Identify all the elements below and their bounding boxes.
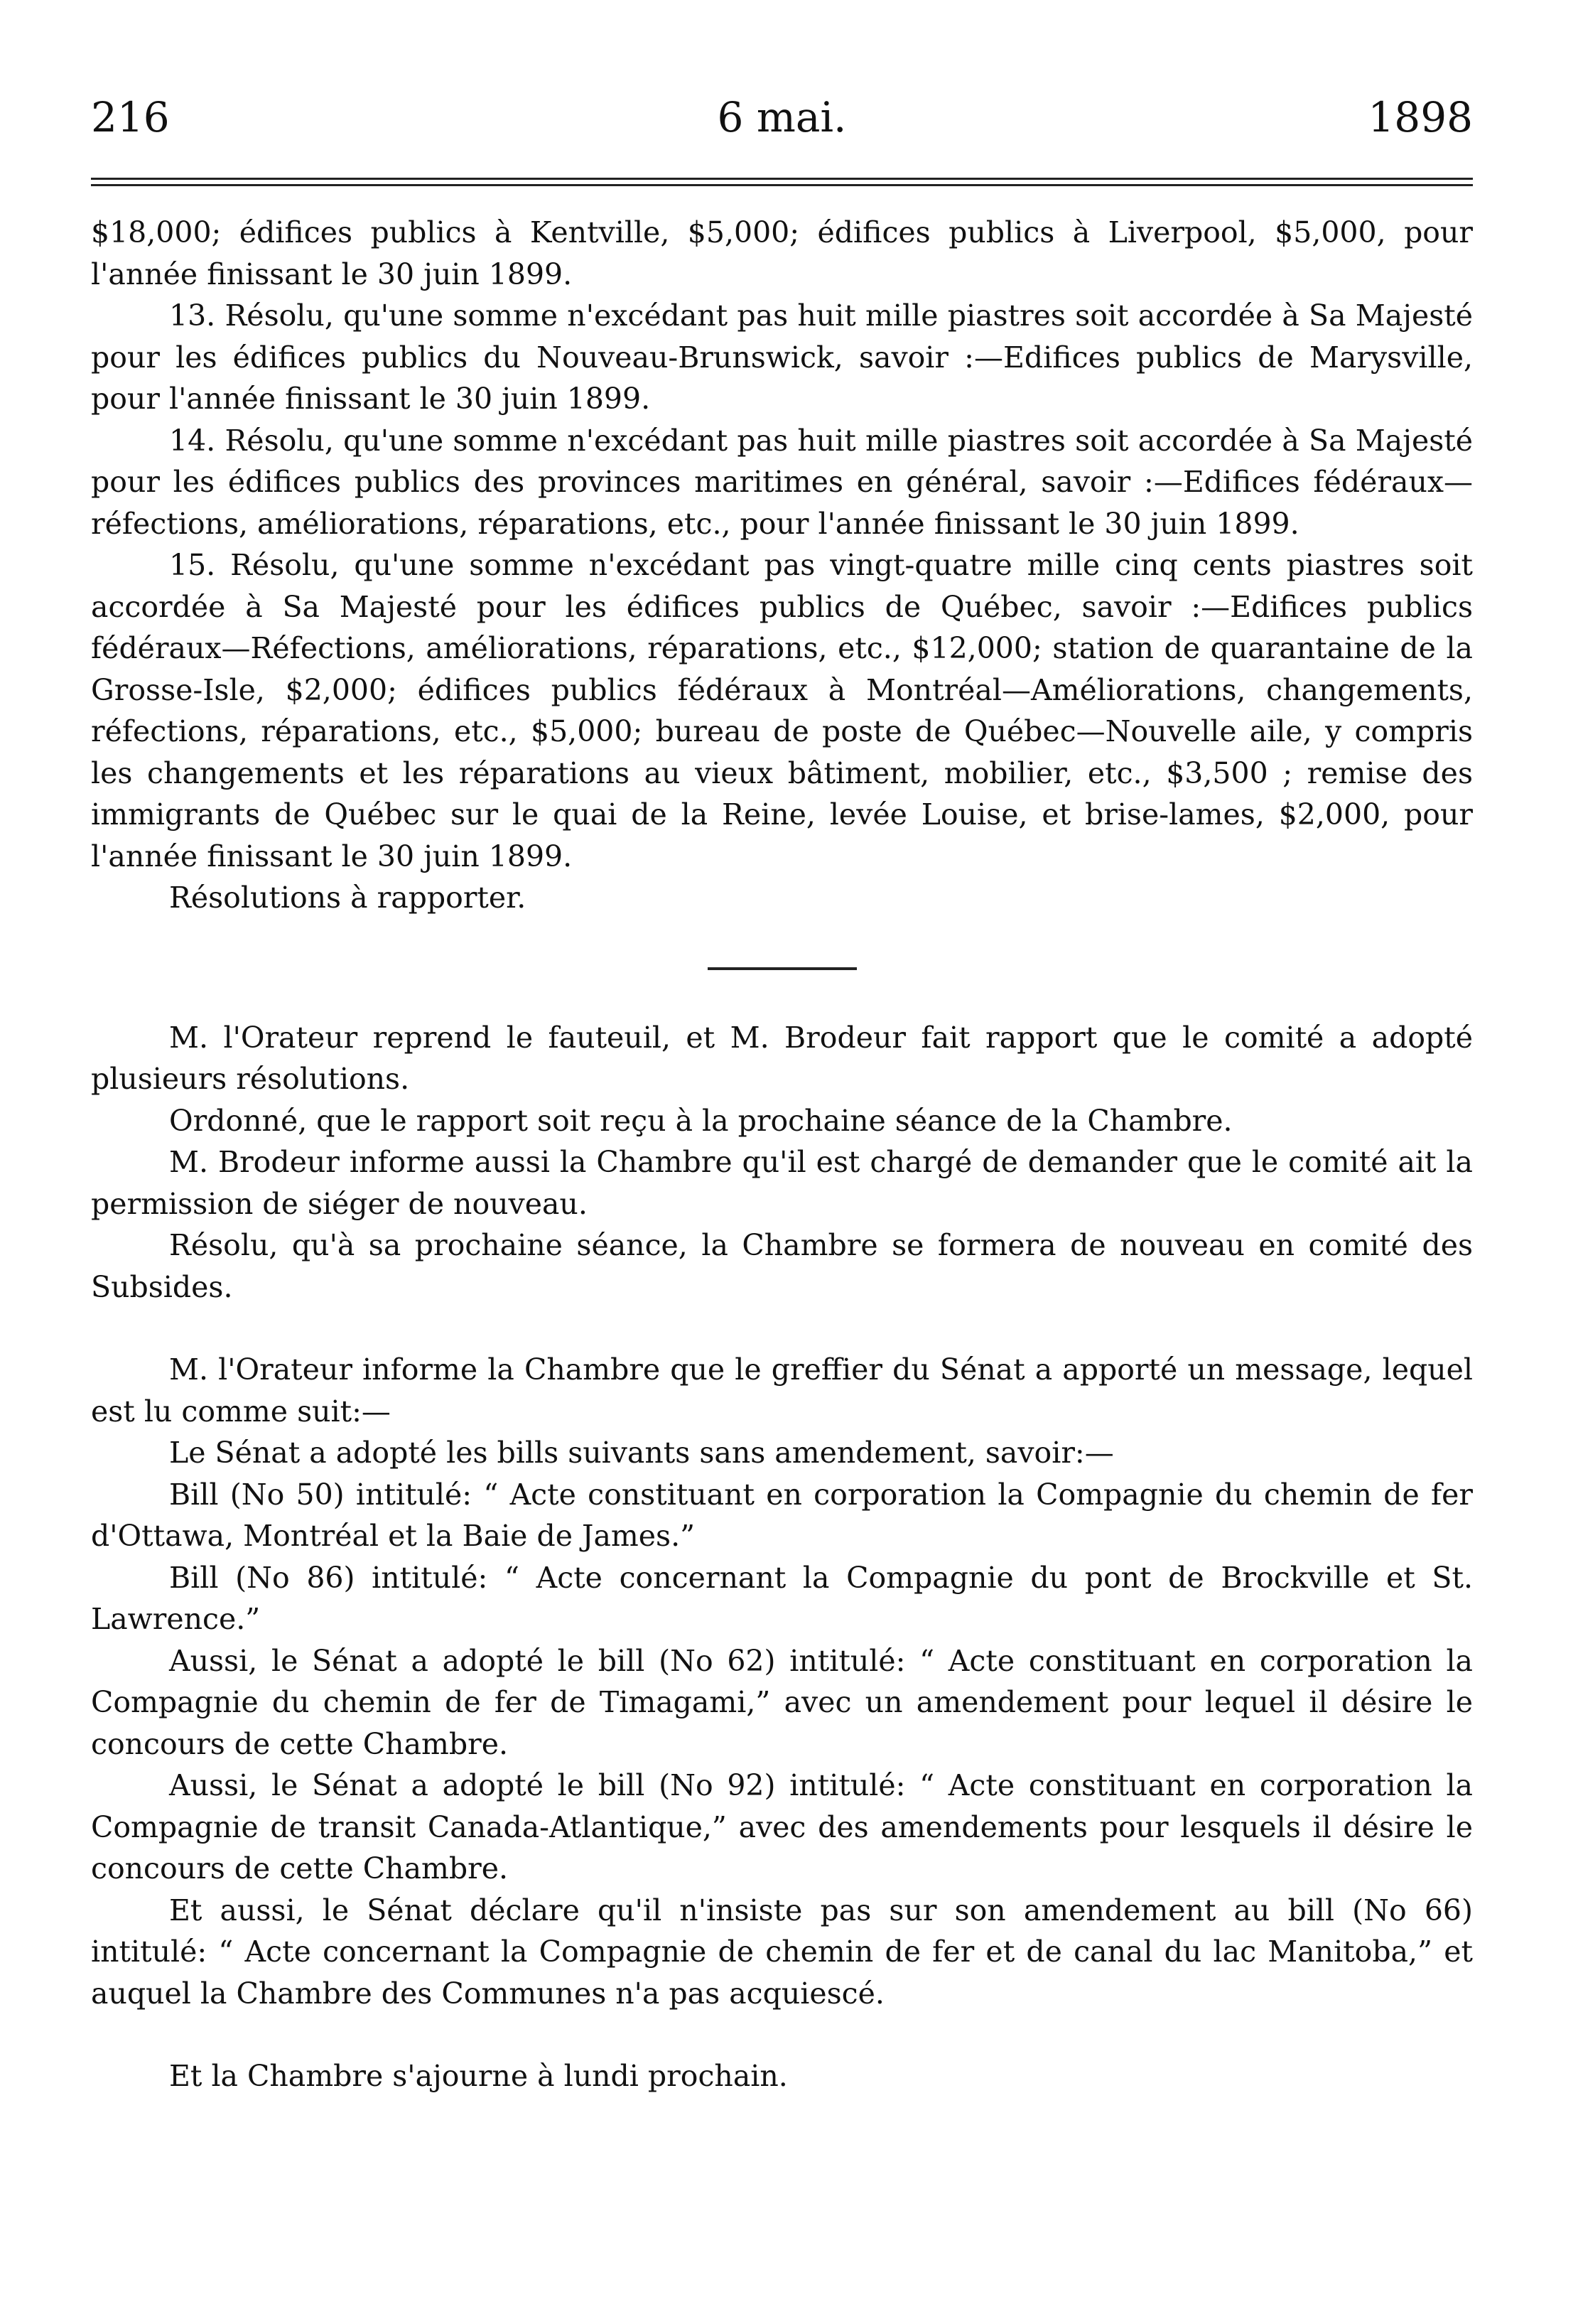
spacer <box>91 1308 1473 1349</box>
section-divider <box>708 967 857 970</box>
spacer <box>91 2014 1473 2055</box>
bill-62: Aussi, le Sénat a adopté le bill (No 62) intitulé: “ Acte constituant en corporation la Compagnie du chemin de fer de Timagami,” avec un amendement pour lequel il désire le concours de cette Chambre. <box>91 1643 1473 1761</box>
paragraph: Résolu, qu'à sa prochaine séance, la Chambre se formera de nouveau en comité des Subsides. <box>91 1228 1473 1304</box>
paragraph: M. l'Orateur informe la Chambre que le greffier du Sénat a apporté un message, lequel est lu comme suit:— <box>91 1352 1473 1429</box>
header-double-rule <box>91 178 1473 186</box>
closing-line: Et la Chambre s'ajourne à lundi prochain. <box>169 2059 788 2093</box>
paragraph: Le Sénat a adopté les bills suivants sans amendement, savoir:— <box>169 1436 1114 1470</box>
paragraph: $18,000; édifices publics à Kentville, $5,000; édifices publics à Liverpool, $5,000, pour l'année finissant le 30 juin 1899. <box>91 215 1473 291</box>
resolution-15: 15. Résolu, qu'une somme n'excédant pas vingt-quatre mille cinq cents piastres soit accordée à Sa Majesté pour les édifices publics de Québec, savoir :—Edifices publics fédéraux—Réfections, améliorations, réparations, etc., $12,000; station de quarantaine de la Grosse-Isle, $2,000; édifices publics fédéraux à Montréal—Améliorations, changements, réfections, réparations, etc., $5,000; bureau de poste de Québec—Nouvelle aile, y compris les changements et les réparations au vieux bâtiment, mobilier, etc., $3,500 ; remise des immigrants de Québec sur le quai de la Reine, levée Louise, et brise-lames, $2,000, pour l'année finissant le 30 juin 1899. <box>91 548 1473 873</box>
running-header <box>91 85 1473 149</box>
page-number: 216 <box>91 93 170 141</box>
report-section <box>91 1017 1473 1308</box>
paragraph: M. Brodeur informe aussi la Chambre qu'il est chargé de demander que le comité ait la permission de siéger de nouveau. <box>91 1145 1473 1221</box>
resolution-14: 14. Résolu, qu'une somme n'excédant pas huit mille piastres soit accordée à Sa Majesté pour les édifices publics des provinces maritimes en général, savoir :—Edifices fédéraux—réfections, améliorations, réparations, etc., pour l'année finissant le 30 juin 1899. <box>91 423 1473 541</box>
header-date: 6 mai. <box>717 93 847 141</box>
bill-66: Et aussi, le Sénat déclare qu'il n'insiste pas sur son amendement au bill (No 66) intitulé: “ Acte concernant la Compagnie de chemin de fer et de canal du lac Manitoba,” et auquel la Chambre des Communes n'a pas acquiescé. <box>91 1893 1473 2011</box>
paragraph: M. l'Orateur reprend le fauteuil, et M. Brodeur fait rapport que le comité a adopté plusieurs résolutions. <box>91 1020 1473 1096</box>
resolutions-section <box>91 212 1473 919</box>
document-page <box>91 85 1473 2097</box>
bill-50: Bill (No 50) intitulé: “ Acte constituant en corporation la Compagnie du chemin de fer d'Ottawa, Montréal et la Baie de James.” <box>91 1477 1473 1553</box>
header-year: 1898 <box>1368 93 1473 141</box>
resolution-13: 13. Résolu, qu'une somme n'excédant pas huit mille piastres soit accordée à Sa Majesté pour les édifices publics du Nouveau-Brunswick, savoir :—Edifices publics de Marysville, pour l'année finissant le 30 juin 1899. <box>91 298 1473 416</box>
paragraph: Résolutions à rapporter. <box>169 881 526 915</box>
paragraph: Ordonné, que le rapport soit reçu à la prochaine séance de la Chambre. <box>169 1103 1233 1138</box>
bill-92: Aussi, le Sénat a adopté le bill (No 92) intitulé: “ Acte constituant en corporation la Compagnie de transit Canada-Atlantique,” avec des amendements pour lesquels il désire le concours de cette Chambre. <box>91 1768 1473 1885</box>
bill-86: Bill (No 86) intitulé: “ Acte concernant la Compagnie du pont de Brockville et St. Lawrence.” <box>91 1560 1473 1636</box>
senate-message-section <box>91 1349 1473 2014</box>
